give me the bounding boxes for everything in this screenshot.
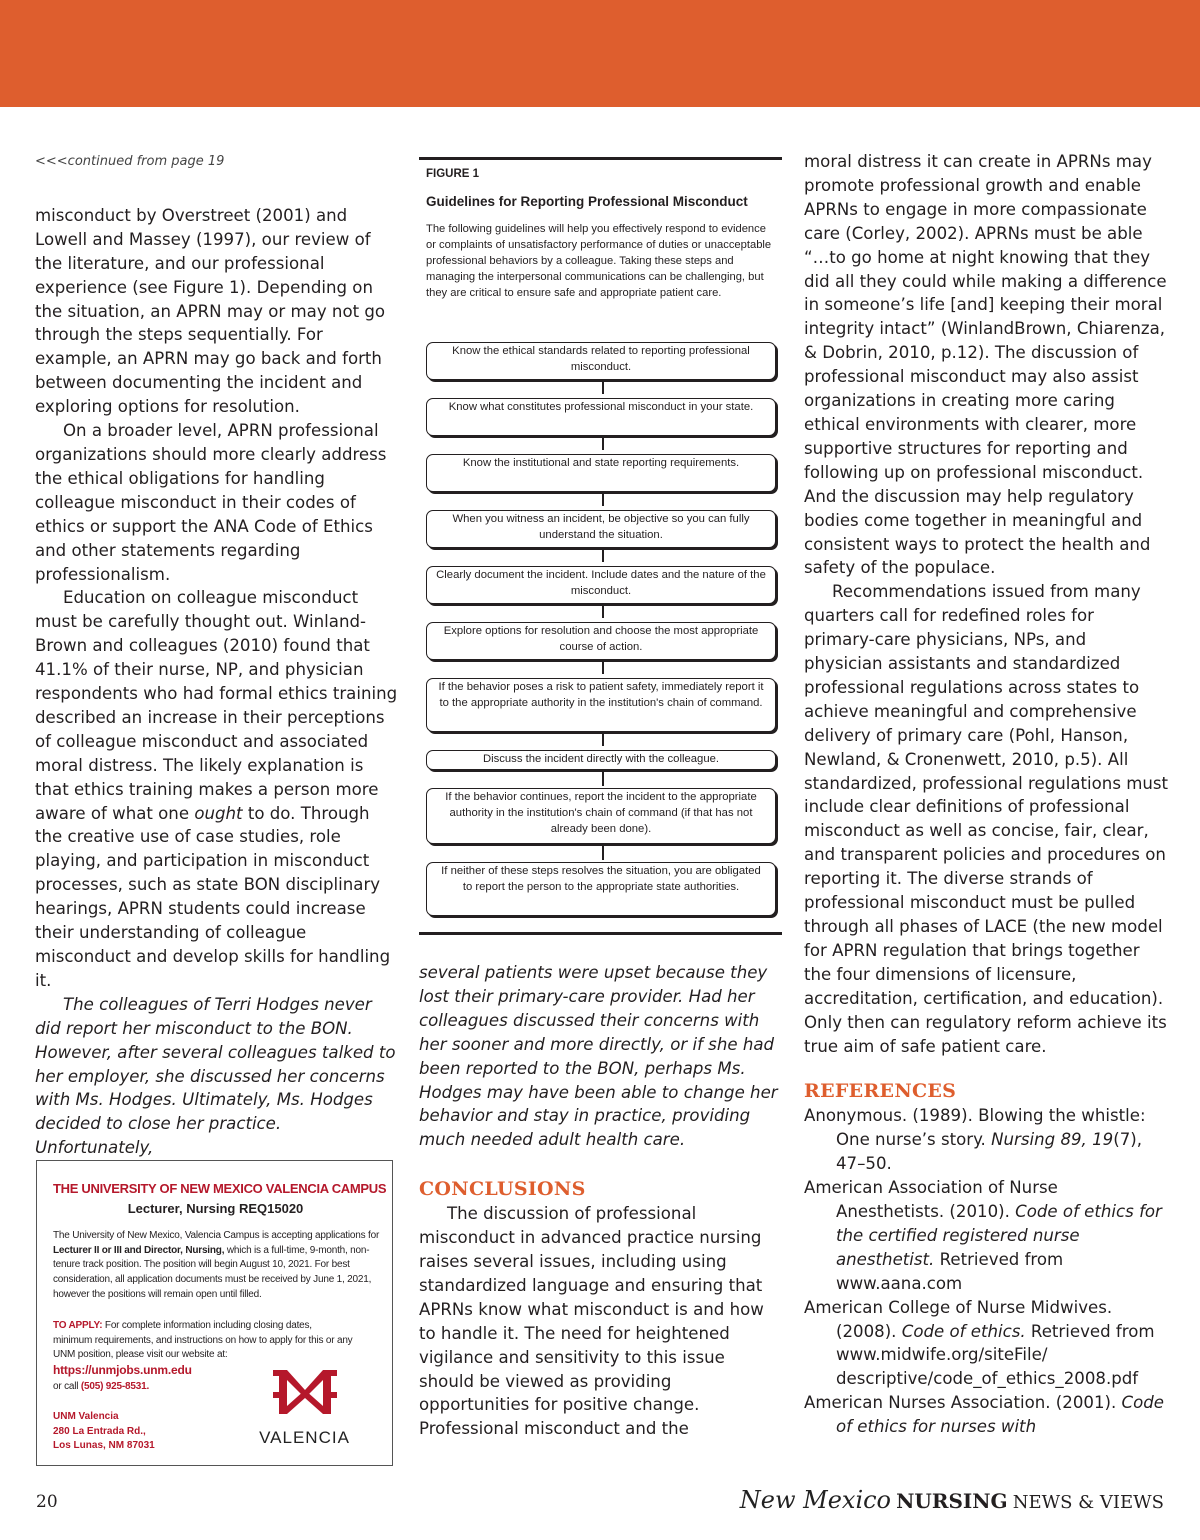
references-heading: REFERENCES xyxy=(804,1080,957,1103)
ad-body: The University of New Mexico, Valencia Campus is accepting applications for Lecturer II or III and Director, Nursing, which is a full-time, 9-month, non-tenure track position. The position will begin August 10, 2021. For best consideration, all application documents must be received by June 1, 2021, however the positions will remain open until filled. xyxy=(53,1230,380,1300)
flow-step-4: When you witness an incident, be objective so you can fully understand the situation. xyxy=(426,510,776,548)
reference-item: American Nurses Association. (2001). Code of ethics for nurses with xyxy=(804,1393,1165,1437)
flow-step-5: Clearly document the incident. Include dates and the nature of the misconduct. xyxy=(426,566,776,604)
flow-step-9: If the behavior continues, report the incident to the appropriate authority in the institution's chain of command (if that has not already been done). xyxy=(426,788,776,844)
flow-connector xyxy=(602,378,604,394)
flow-step-3: Know the institutional and state reporting requirements. xyxy=(426,454,776,492)
reference-item: American Association of Nurse Anesthetists. (2010). Code of ethics for the certified registered nurse anesthetist. Retrieved from www.aana.com xyxy=(804,1178,1162,1293)
flow-connector xyxy=(602,490,604,506)
brand-new-mexico: New Mexico xyxy=(739,1486,892,1514)
flow-step-6: Explore options for resolution and choose the most appropriate course of action. xyxy=(426,622,776,660)
col1-p3-italic: ought xyxy=(194,803,243,823)
header-banner xyxy=(0,0,1200,107)
flow-step-8: Discuss the incident directly with the colleague. xyxy=(426,750,776,770)
col1-p3-text-b: to do. Through the creative use of case studies, role playing, and participation in misconduct processes, such as state BON disciplinary hearings, APRN students could increase their understanding of colleague misconduct and develop skills for handling it. xyxy=(35,803,391,990)
col1-paragraph-4: The colleagues of Terri Hodges never did report her misconduct to the BON. However, after several colleagues talked to her employer, she discussed her concerns with Ms. Hodges. Ultimately, Ms. Hodges decided to close her practice. Unfortunately, xyxy=(35,994,396,1158)
valencia-logo-text: VALENCIA xyxy=(259,1428,350,1447)
col3-paragraph-2: Recommendations issued from many quarters call for redefined roles for primary-care physicians, NPs, and physician assistants and standardized professional regulations across states to achieve meaningful and comprehensive delivery of primary care (Pohl, Hanson, Newland, & Cronenwett, 2010, p.5). All standardized, professional regulations must include clear definitions of professional misconduct as well as concise, fair, clear, and transparent policies and procedures on reporting it. The diverse strands of professional misconduct must be pulled through all phases of LACE (the new model for APRN regulation that brings together the four dimensions of licensure, accreditation, certification, and education). Only then can regulatory reform achieve its true aim of safe patient care. xyxy=(804,582,1169,1056)
column-1 xyxy=(35,150,400,1160)
flow-connector xyxy=(602,730,604,746)
ad-title: THE UNIVERSITY OF NEW MEXICO VALENCIA CAMPUS xyxy=(53,1181,387,1196)
reference-item: Anonymous. (1989). Blowing the whistle: One nurse’s story. Nursing 89, 19(7), 47–50. xyxy=(804,1106,1146,1174)
flow-connector xyxy=(602,768,604,786)
reference-item: American College of Nurse Midwives. (2008). Code of ethics. Retrieved from www.midwife.org/siteFile/ descriptive/code_of_ethics_2008.pdf xyxy=(804,1297,1155,1389)
publication-brand xyxy=(740,1486,1164,1514)
flow-step-1: Know the ethical standards related to reporting professional misconduct. xyxy=(426,342,776,380)
flow-connector xyxy=(602,842,604,860)
col1-p3-text-a: Education on colleague misconduct must be carefully thought out. Winland-Brown and colleagues (2010) found that 41.1% of their nurse, NP, and physician respondents who had formal ethics training described an increase in their perceptions of colleague misconduct and associated moral distress. The likely explanation is that ethics training makes a person more aware of what one xyxy=(35,588,398,823)
brand-nursing: NURSING xyxy=(896,1489,1008,1513)
column-2 xyxy=(419,961,784,1441)
column-3 xyxy=(804,150,1169,1439)
conclusions-paragraph: The discussion of professional misconduct in advanced practice nursing raises several issues, including using standardized language and ensuring that APRNs know what misconduct is and how to handle it. The need for heightened vigilance and sensitivity to this issue should be viewed as providing opportunities for positive change. Professional misconduct and the xyxy=(419,1204,764,1439)
ad-position: Lecturer, Nursing REQ15020 xyxy=(127,1201,304,1216)
figure-intro: The following guidelines will help you effectively respond to evidence or complaints of unsatisfactory performance of duties or unacceptable professional behaviors by a colleague. Taking these steps and managing the interpersonal communications can be challenging, but they are critical to ensure safe and appropriate patient care. xyxy=(426,223,772,299)
col3-paragraph-1: moral distress it can create in APRNs may promote professional growth and enable APRNs to engage in more compassionate care (Corley, 2002). APRNs must be able “…to go home at night knowing that they did all they could while making a difference in someone’s life [and] keeping their moral integrity intact” (WinlandBrown, Chiarenza, & Dobrin, 2010, p.12). The discussion of professional misconduct may also assist organizations in creating more caring ethical environments with clearer, more supportive structures for reporting and following up on professional misconduct. And the discussion may help regulatory bodies come together in meaningful and consistent ways to protect the health and safety of the populace. xyxy=(804,152,1167,578)
flow-step-10: If neither of these steps resolves the situation, you are obligated to report the person to the appropriate state authorities. xyxy=(426,862,776,916)
figure-title: Guidelines for Reporting Professional Misconduct xyxy=(426,194,748,209)
references-list xyxy=(804,1104,1169,1439)
col2-italic-paragraph: several patients were upset because they lost their primary-care provider. Had her colleagues discussed their concerns with her sooner and more directly, or if she had been reported to the BON, perhaps Ms. Hodges may have been able to change her behavior and stay in practice, providing much needed adult health care. xyxy=(419,963,778,1150)
job-advertisement xyxy=(36,1160,393,1466)
flow-step-7: If the behavior poses a risk to patient safety, immediately report it to the appropriate authority in the institution's chain of command. xyxy=(426,678,776,732)
flow-connector xyxy=(602,546,604,562)
page-number: 20 xyxy=(36,1492,58,1512)
ad-apply: TO APPLY: For complete information including closing dates, minimum requirements, and instructions on how to apply for this or any UNM position, please visit our website at: https://unmjobs.unm.edu or call (505) 925-8531. xyxy=(53,1320,353,1392)
ad-url-link[interactable]: https://unmjobs.unm.edu xyxy=(53,1363,192,1378)
flow-connector xyxy=(602,658,604,674)
conclusions-heading: CONCLUSIONS xyxy=(419,1178,586,1201)
col1-paragraph-3 xyxy=(35,586,400,992)
flow-connector xyxy=(602,602,604,618)
figure-label: FIGURE 1 xyxy=(426,168,480,180)
col1-paragraph-2: On a broader level, APRN professional organizations should more clearly address the ethical obligations for handling colleague misconduct in their codes of ethics or support the ANA Code of Ethics and other statements regarding professionalism. xyxy=(35,421,387,584)
unm-logo-icon xyxy=(269,1366,341,1418)
brand-news-views: NEWS & VIEWS xyxy=(1012,1492,1164,1513)
ad-phone[interactable]: (505) 925-8531. xyxy=(80,1380,150,1392)
continued-note: <<<continued from page 19 xyxy=(35,154,225,169)
flow-step-2: Know what constitutes professional misconduct in your state. xyxy=(426,398,776,436)
ad-address: UNM Valencia 280 La Entrada Rd., Los Lunas, NM 87031 xyxy=(53,1411,155,1451)
flow-connector xyxy=(602,434,604,450)
col1-paragraph-1: misconduct by Overstreet (2001) and Lowell and Massey (1997), our review of the literature, and our professional experience (see Figure 1). Depending on the situation, an APRN may or may not go through the steps sequentially. For example, an APRN may go back and forth between documenting the incident and exploring options for resolution. xyxy=(35,205,386,417)
figure-1 xyxy=(419,157,782,935)
